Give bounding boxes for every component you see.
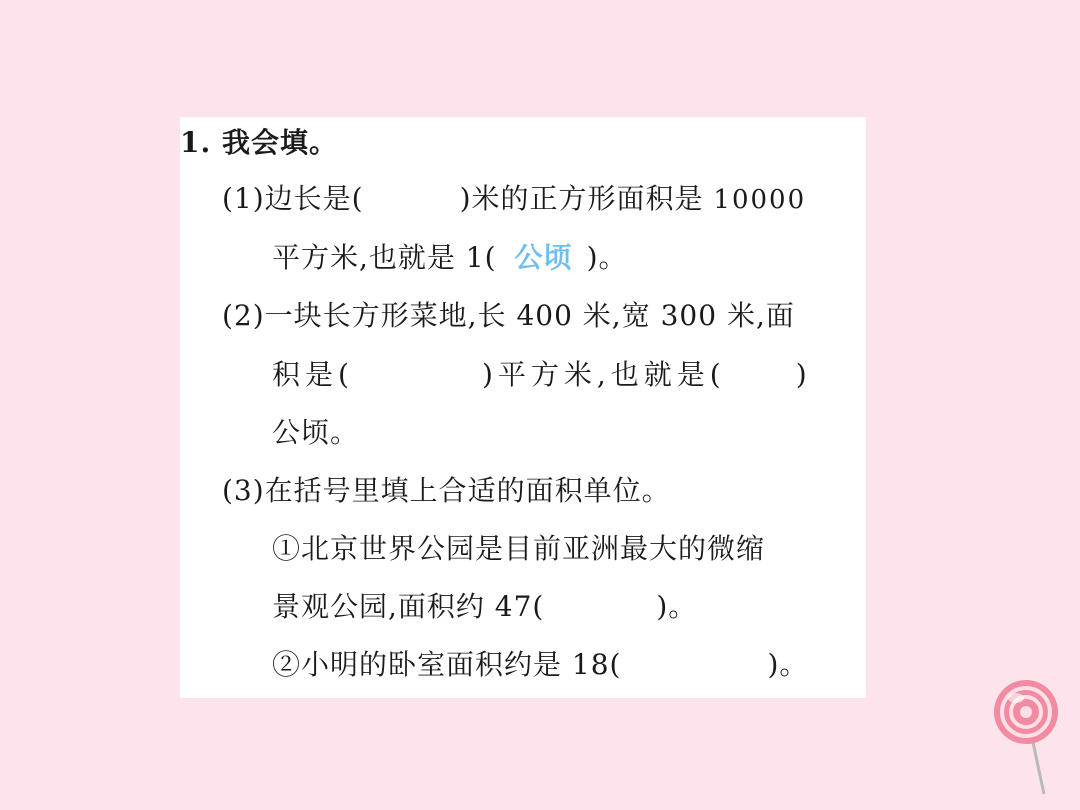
q3-line1: (3)在括号里填上合适的面积单位。 <box>222 474 671 507</box>
q3-item2 <box>272 647 808 683</box>
q2-line2 <box>272 357 812 393</box>
q2-text-b3: ) <box>795 358 812 391</box>
q1-line1 <box>222 181 806 218</box>
worksheet-card <box>180 117 866 698</box>
q3-item1: ①北京世界公园是目前亚洲最大的微缩 <box>272 532 766 565</box>
q1-number: 10000 <box>713 185 807 215</box>
q1-line2 <box>272 240 628 276</box>
question-heading: 1. 我会填。 <box>180 126 338 159</box>
q1-text-b: )米的正方形面积是 <box>459 182 714 215</box>
q3-text-i3a: ②小明的卧室面积约是 18( <box>272 648 622 681</box>
q2-text-b1: 积是( <box>272 358 354 391</box>
q2-text-b2: )平方米,也就是( <box>481 358 726 391</box>
q2-line1: (2)一块长方形菜地,长 400 米,宽 300 米,面 <box>222 299 795 332</box>
q1-text-c: 平方米,也就是 1( <box>272 241 497 274</box>
q1-text-d: )。 <box>586 241 628 274</box>
q3-item1-cont <box>272 589 697 625</box>
q2-line3: 公顷。 <box>272 416 360 449</box>
q1-answer-hint: 公顷 <box>514 241 573 274</box>
q1-text-a: (1)边长是( <box>222 182 364 215</box>
lollipop-icon <box>992 678 1072 798</box>
q3-text-i3b: )。 <box>767 648 809 681</box>
q3-text-i2b: )。 <box>656 590 698 623</box>
q3-text-i2a: 景观公园,面积约 47( <box>272 590 545 623</box>
